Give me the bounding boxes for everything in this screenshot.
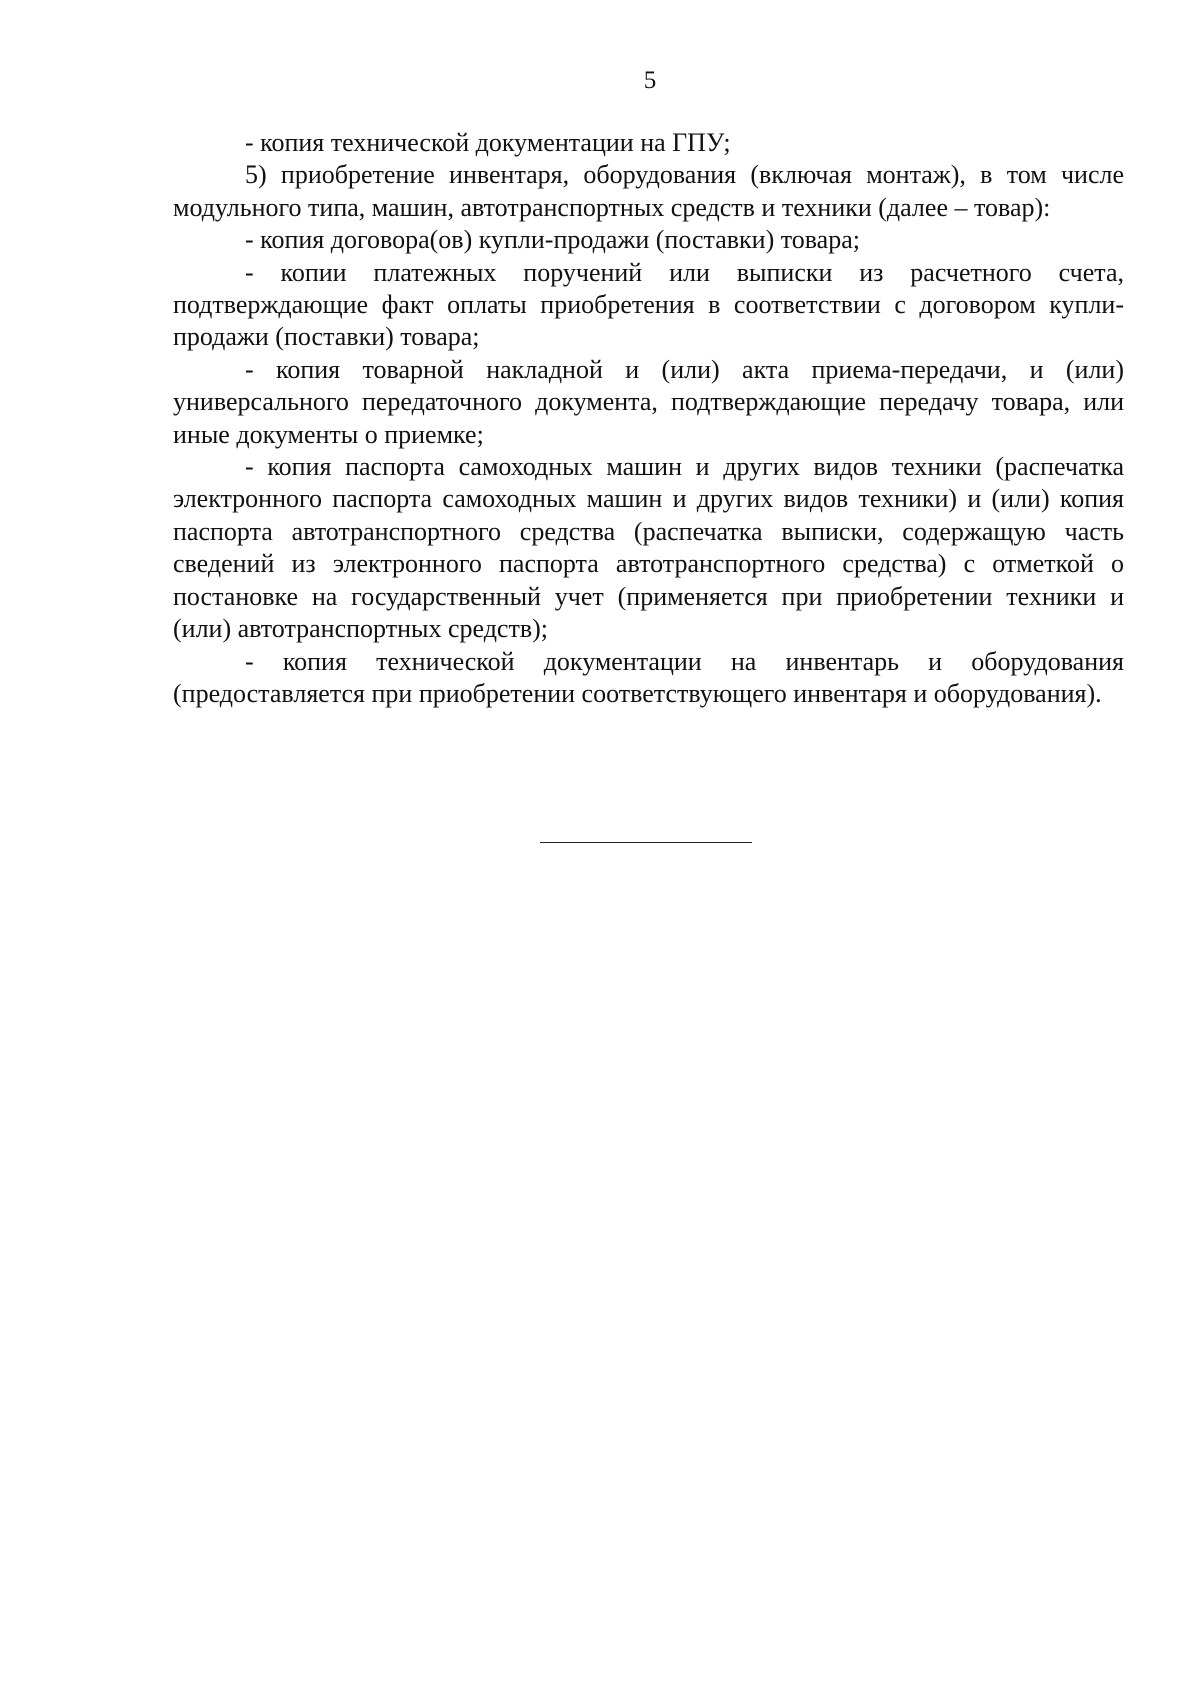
page-number: 5 (643, 67, 657, 94)
paragraph-payment-orders: - копии платежных поручений или выписки из расчетного счета, подтверждающие факт оплаты приобретения в соответствии с договором купли-продажи (поставки) товара; (173, 257, 1124, 352)
paragraph-waybill: - копия товарной накладной и (или) акта приема-передачи, и (или) универсального передаточного документа, подтверждающие передачу товара, или иные документы о приемке; (173, 354, 1124, 449)
paragraph-vehicle-passport: - копия паспорта самоходных машин и других видов техники (распечатка электронного паспорта самоходных машин и других видов техники) и (или) копия паспорта автотранспортного средства (распечатка выписки, содержащую часть сведений из электронного паспорта автотранспортного средства) с отметкой о постановке на государственный учет (применяется при приобретении техники и (или) автотранспортных средств); (173, 452, 1124, 644)
paragraph-equipment-docs: - копия технической документации на инвентарь и оборудования (предоставляется при приобретении соответствующего инвентаря и оборудования). (173, 646, 1124, 708)
end-divider-line (540, 842, 752, 843)
paragraph-gpu-docs: - копия технической документации на ГПУ; (245, 128, 731, 157)
paragraph-purchase-contract: - копия договора(ов) купли-продажи (поставки) товара; (245, 225, 860, 255)
document-body (173, 127, 1124, 710)
paragraph-item-5: 5) приобретение инвентаря, оборудования (включая монтаж), в том числе модульного типа, машин, автотранспортных средств и техники (далее – товар): (173, 160, 1124, 222)
